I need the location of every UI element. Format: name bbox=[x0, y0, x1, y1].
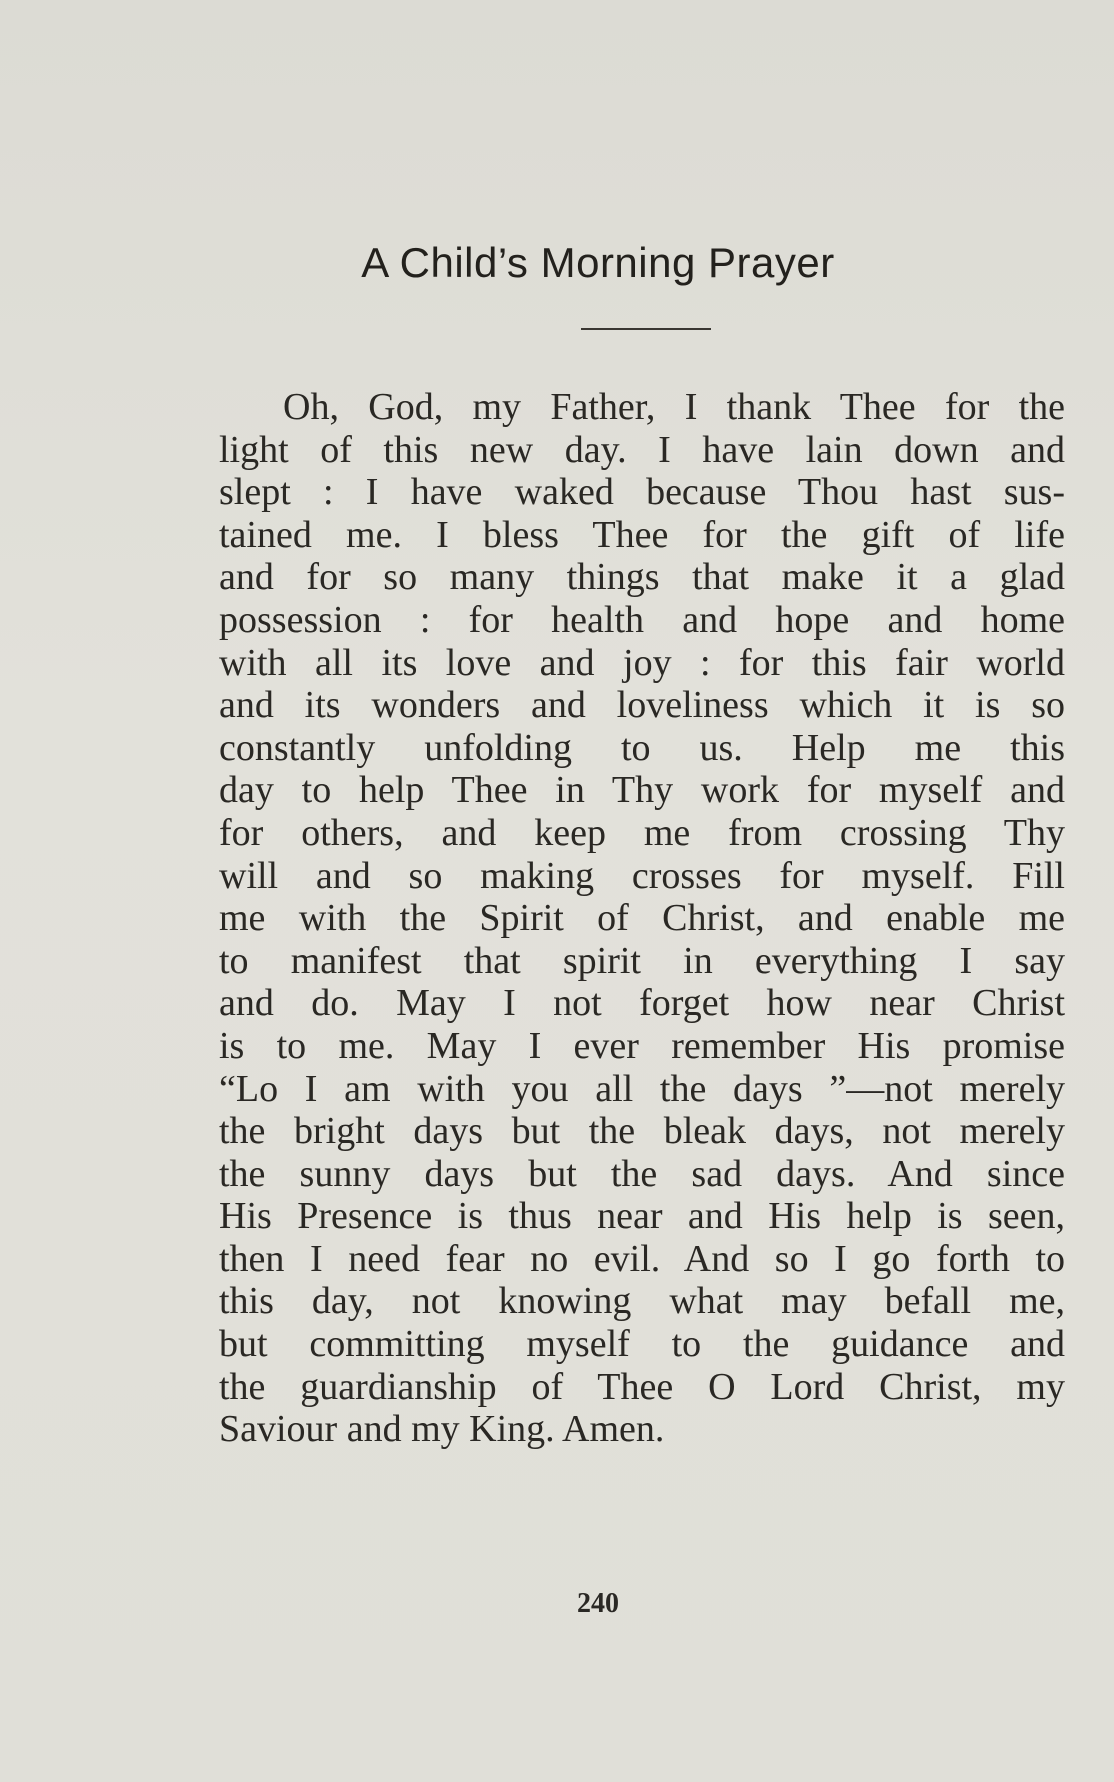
prayer-line: Saviour and my King. Amen. bbox=[219, 1408, 665, 1451]
prayer-line: possession : for health and hope and home bbox=[219, 598, 1065, 641]
prayer-line: Oh, God, my Father, I thank Thee for the bbox=[283, 386, 1065, 428]
prayer-line: this day, not knowing what may befall me, bbox=[219, 1280, 1065, 1323]
prayer-line: day to help Thee in Thy work for myself and bbox=[219, 769, 1065, 812]
prayer-line: will and so making crosses for myself. Fill bbox=[219, 854, 1065, 897]
prayer-line: with all its love and joy : for this fair world bbox=[219, 641, 1065, 684]
title-divider bbox=[581, 328, 711, 330]
prayer-line: is to me. May I ever remember His promise bbox=[219, 1024, 1065, 1067]
prayer-line: to manifest that spirit in everything I say bbox=[219, 939, 1065, 982]
page-number: 240 bbox=[577, 1588, 619, 1619]
prayer-line: the bright days but the bleak days, not merely bbox=[219, 1110, 1065, 1153]
page-title: A Child’s Morning Prayer bbox=[361, 239, 835, 286]
prayer-line: “Lo I am with you all the days ”—not merely bbox=[219, 1067, 1065, 1110]
prayer-line: light of this new day. I have lain down and bbox=[219, 428, 1065, 471]
prayer-line: the guardianship of Thee O Lord Christ, my bbox=[219, 1365, 1065, 1408]
prayer-line: but committing myself to the guidance and bbox=[219, 1323, 1065, 1366]
prayer-line: the sunny days but the sad days. And since bbox=[219, 1152, 1065, 1195]
prayer-line: me with the Spirit of Christ, and enable me bbox=[219, 897, 1065, 940]
prayer-line: and for so many things that make it a glad bbox=[219, 556, 1065, 599]
prayer-line: then I need fear no evil. And so I go forth to bbox=[219, 1237, 1065, 1280]
prayer-line: constantly unfolding to us. Help me this bbox=[219, 726, 1065, 769]
prayer-line: slept : I have waked because Thou hast sus- bbox=[219, 471, 1065, 514]
prayer-line: His Presence is thus near and His help is seen, bbox=[219, 1195, 1065, 1238]
prayer-line: tained me. I bless Thee for the gift of life bbox=[219, 513, 1065, 556]
prayer-line: and its wonders and loveliness which it is so bbox=[219, 684, 1065, 727]
prayer-line: for others, and keep me from crossing Thy bbox=[219, 811, 1065, 854]
prayer-text bbox=[219, 386, 1065, 1451]
prayer-line: and do. May I not forget how near Christ bbox=[219, 982, 1065, 1025]
